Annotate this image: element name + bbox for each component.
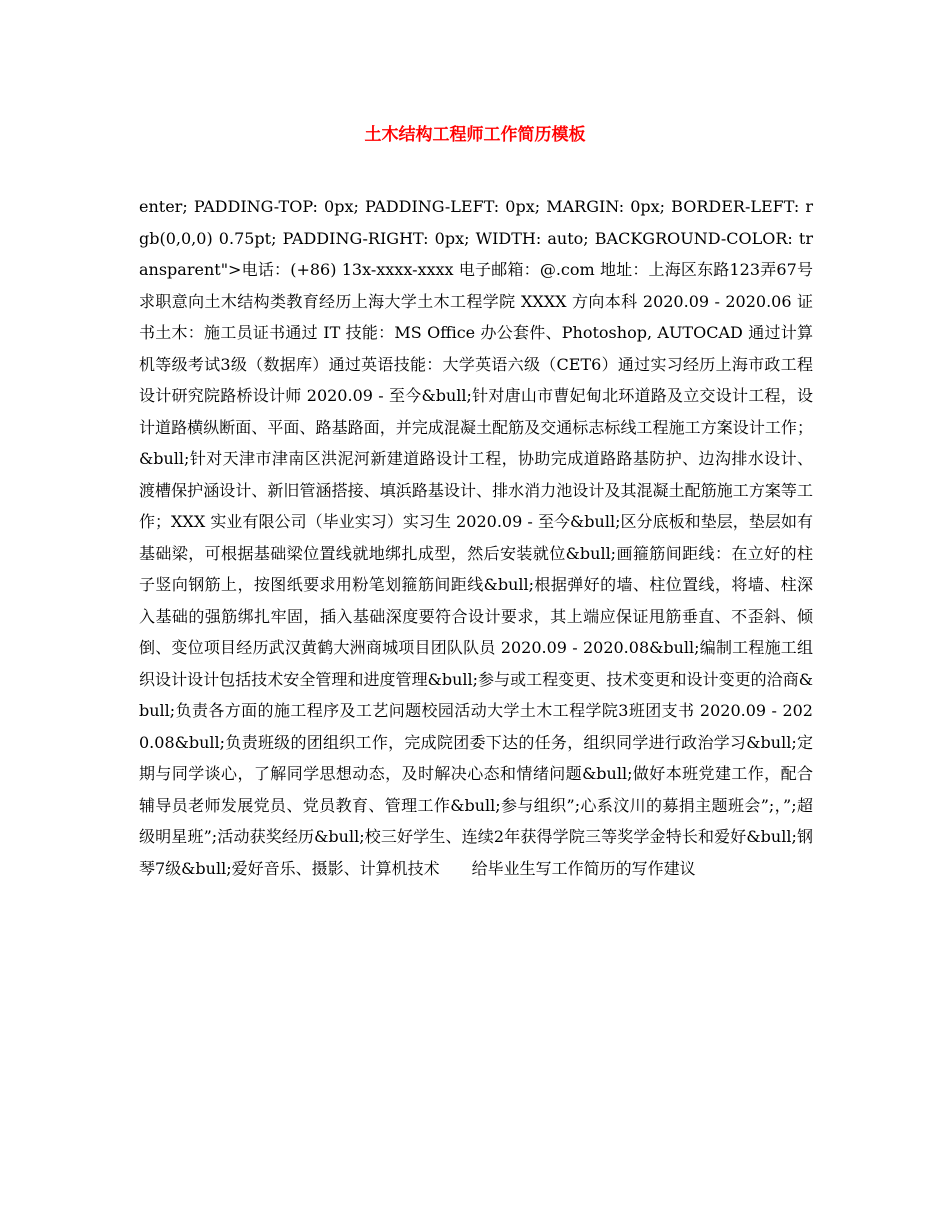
document-title: 土木结构工程师工作简历模板: [364, 125, 586, 145]
document-body: enter; PADDING-TOP: 0px; PADDING-LEFT: 0px; MARGIN: 0px; BORDER-LEFT: rgb(0,0,0) 0.75pt; PADDING-RIGHT: 0px; WIDTH: auto; BACKGROUND-COLOR: transparent">电话：(+86) 13x-xxxx-xxxx 电子邮箱：@.com 地址：上海区东路123弄67号求职意向土木结构类教育经历上海大学土木工程学院 XXXX 方向本科 2020.09 - 2020.06 证书土木：施工员证书通过 IT 技能：MS Office 办公套件、Photoshop, AUTOCAD 通过计算机等级考试3级（数据库）通过英语技能：大学英语六级（CET6）通过实习经历上海市政工程设计研究院路桥设计师 2020.09 - 至今&bull;针对唐山市曹妃甸北环道路及立交设计工程，设计道路横纵断面、平面、路基路面，并完成混凝土配筋及交通标志标线工程施工方案设计工作；&bull;针对天津市津南区洪泥河新建道路设计工程，协助完成道路路基防护、边沟排水设计、渡槽保护涵设计、新旧管涵搭接、填浜路基设计、排水消力池设计及其混凝土配筋施工方案等工作；XXX 实业有限公司（毕业实习）实习生 2020.09 - 至今&bull;区分底板和垫层，垫层如有基础梁，可根据基础梁位置线就地绑扎成型，然后安装就位&bull;画箍筋间距线：在立好的柱子竖向钢筋上，按图纸要求用粉笔划箍筋间距线&bull;根据弹好的墙、柱位置线，将墙、柱深入基础的强筋绑扎牢固，插入基础深度要符合设计要求，其上端应保证甩筋垂直、不歪斜、倾倒、变位项目经历武汉黄鹤大洲商城项目团队队员 2020.09 - 2020.08&bull;编制工程施工组织设计设计包括技术安全管理和进度管理&bull;参与或工程变更、技术变更和设计变更的洽商&bull;负责各方面的施工程序及工艺问题校园活动大学土木工程学院3班团支书 2020.09 - 2020.08&bull;负责班级的团组织工作，完成院团委下达的任务，组织同学进行政治学习&bull;定期与同学谈心，了解同学思想动态，及时解决心态和情绪问题&bull;做好本班党建工作，配合辅导员老师发展党员、党员教育、管理工作&bull;参与组织”;心系汶川的募捐主题班会”;，”;超级明星班”;活动获奖经历&bull;校三好学生、连续2年获得学院三等奖学金特长和爱好&bull;钢琴7级&bull;爱好音乐、摄影、计算机技术 给毕业生写工作简历的写作建议: [139, 197, 813, 878]
